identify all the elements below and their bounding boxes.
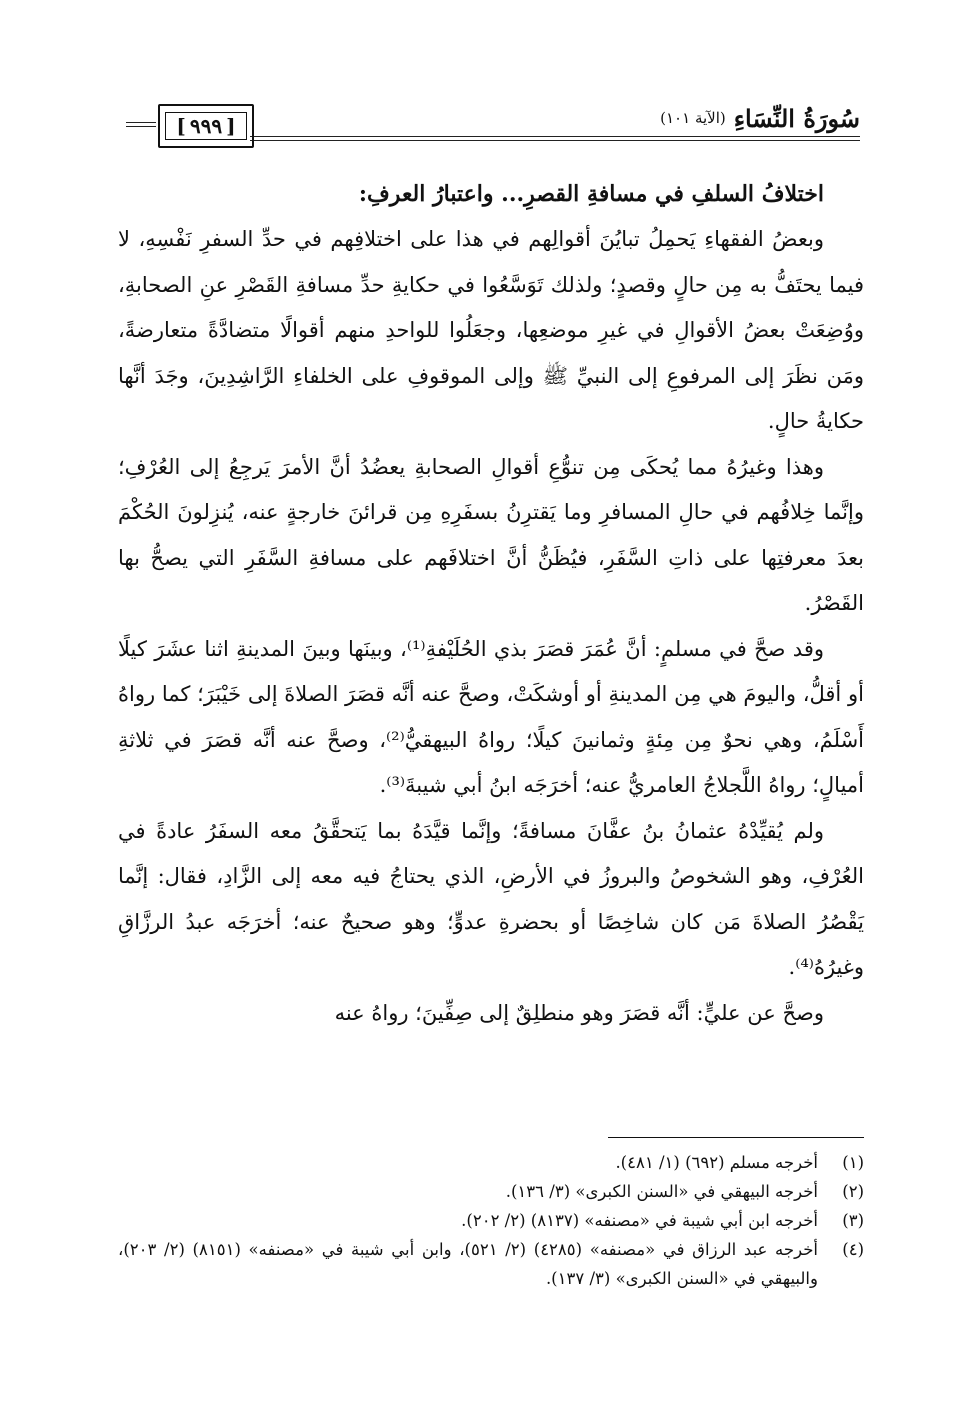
- header-title: [660, 100, 860, 136]
- footnote-number: (٢): [842, 1182, 864, 1201]
- running-header: [120, 100, 860, 152]
- footnote-separator: [608, 1137, 864, 1138]
- footnote-number: (١): [842, 1153, 864, 1172]
- footnote-text: أخرجه مسلم (٦٩٢) (١/ ٤٨١).: [615, 1153, 818, 1172]
- header-rule: [250, 136, 860, 141]
- footnote-text: أخرجه البيهقي في «السنن الكبرى» (٣/ ١٣٦).: [505, 1182, 818, 1201]
- footnote: [118, 1177, 864, 1206]
- footnote-number: (٣): [842, 1211, 864, 1230]
- footnote-text: أخرجه عبد الرزاق في «مصنفه» (٤٢٨٥) (٢/ ٥٢١)، وابن أبي شيبة في «مصنفه» (٨١٥١) (٢/ ٢٠٣)، والبيهقي في «السنن الكبرى» (٣/ ١٣٧).: [118, 1240, 818, 1288]
- page-number: [ ٩٩٩ ]: [165, 112, 246, 140]
- footnote: [118, 1206, 864, 1235]
- paragraph: وهذا وغيرُهُ مما يُحكَى مِن تنوُّعِ أقوالِ الصحابةِ يعضُدُ أنَّ الأمرَ يَرجِعُ إلى العُرْفِ؛ وإنَّما خِلافُهم في حالِ المسافرِ وما يَقترِنُ بسفَرِهِ مِن قرائنَ خارجةٍ عنه، يُنزِلونَ الحُكْمَ بعدَ معرفتِها على ذاتِ السَّفَرِ، فيُظَنُّ أنَّ اختلافَهم على مسافةِ السَّفَرِ التي يصحُّ بها القَصْرُ.: [118, 454, 864, 615]
- footnote: [118, 1235, 864, 1293]
- header-rule-left: [126, 122, 156, 127]
- footnote-text: أخرجه ابن أبي شيبة في «مصنفه» (٨١٣٧) (٢/ ٢٠٢).: [461, 1211, 818, 1230]
- paragraph: وقد صحَّ في مسلمٍ: أنَّ عُمَرَ قصَرَ بذي الحُلَيْفةِ⁽¹⁾، وبينَها وبينَ المدينةِ اثنا عشَرَ كيلًا أو أقلُّ، واليومَ هي مِن المدينةِ أو أوشكَتْ، وصحَّ عنه أنَّه قصَرَ الصلاةَ إلى خَيْبَرَ؛ كما رواهُ أَسْلَمُ، وهي نحوٌ مِن مِئةٍ وثمانينَ كيلًا؛ رواهُ البيهقيُّ⁽²⁾، وصحَّ عنه أنَّه قصَرَ في ثلاثةِ أميالٍ؛ رواهُ اللَّجلاجُ العامريُّ عنه؛ أخرَجَه ابنُ أبي شيبةَ⁽³⁾.: [118, 636, 865, 797]
- page-number-frame: [158, 104, 254, 148]
- section-heading: اختلافُ السلفِ في مسافةِ القصرِ... واعتبارُ العرفِ:: [358, 181, 824, 207]
- footnotes: [118, 1148, 864, 1293]
- surah-title: سُورَةُ النِّسَاءِ: [733, 103, 860, 133]
- footnote-number: (٤): [842, 1240, 864, 1259]
- ayah-label: (الآية ١٠١): [660, 109, 726, 127]
- paragraph: ولم يُقيِّدْهُ عثمانُ بنُ عفَّانَ مسافةً؛ وإنَّما قيَّدَهُ بما يَتحقَّقُ معه السفَرُ عادةً في العُرْفِ، وهو الشخوصُ والبروزُ في الأرضِ، الذي يحتاجُ فيه معه إلى الزَّادِ، فقال: إنَّما يَقْصُرُ الصلاةَ مَن كان شاخِصًا أو بحضرةِ عدوٍّ؛ وهو صحيحٌ عنه؛ أخرَجَه عبدُ الرزَّاقِ وغيرُهُ⁽⁴⁾.: [118, 818, 864, 979]
- paragraph: وصحَّ عن عليٍّ: أنَّه قصَرَ وهو منطلِقٌ إلى صِفِّينَ؛ رواهُ عنه: [334, 1000, 824, 1025]
- footnote: [118, 1148, 864, 1177]
- main-text: [118, 172, 864, 1036]
- paragraph: وبعضُ الفقهاءِ يَحمِلُ تبايُنَ أقوالِهم في هذا على اختلافِهم في حدِّ السفرِ نَفْسِهِ، لا فيما يحتَفُّ به مِن حالٍ وقصدٍ؛ ولذلك تَوَسَّعُوا في حكايةِ حدِّ مسافةِ القَصْرِ عنِ الصحابةِ، ووُضِعَتْ بعضُ الأقوالِ في غيرِ موضعِها، وجعَلُوا للواحدِ منهم أقوالًا متضادَّةً متعارضةً، ومَن نظَرَ إلى المرفوعِ إلى النبيِّ ﷺ وإلى الموقوفِ على الخلفاءِ الرَّاشِدِينَ، وجَدَ أنَّها حكايةُ حالٍ.: [118, 227, 864, 433]
